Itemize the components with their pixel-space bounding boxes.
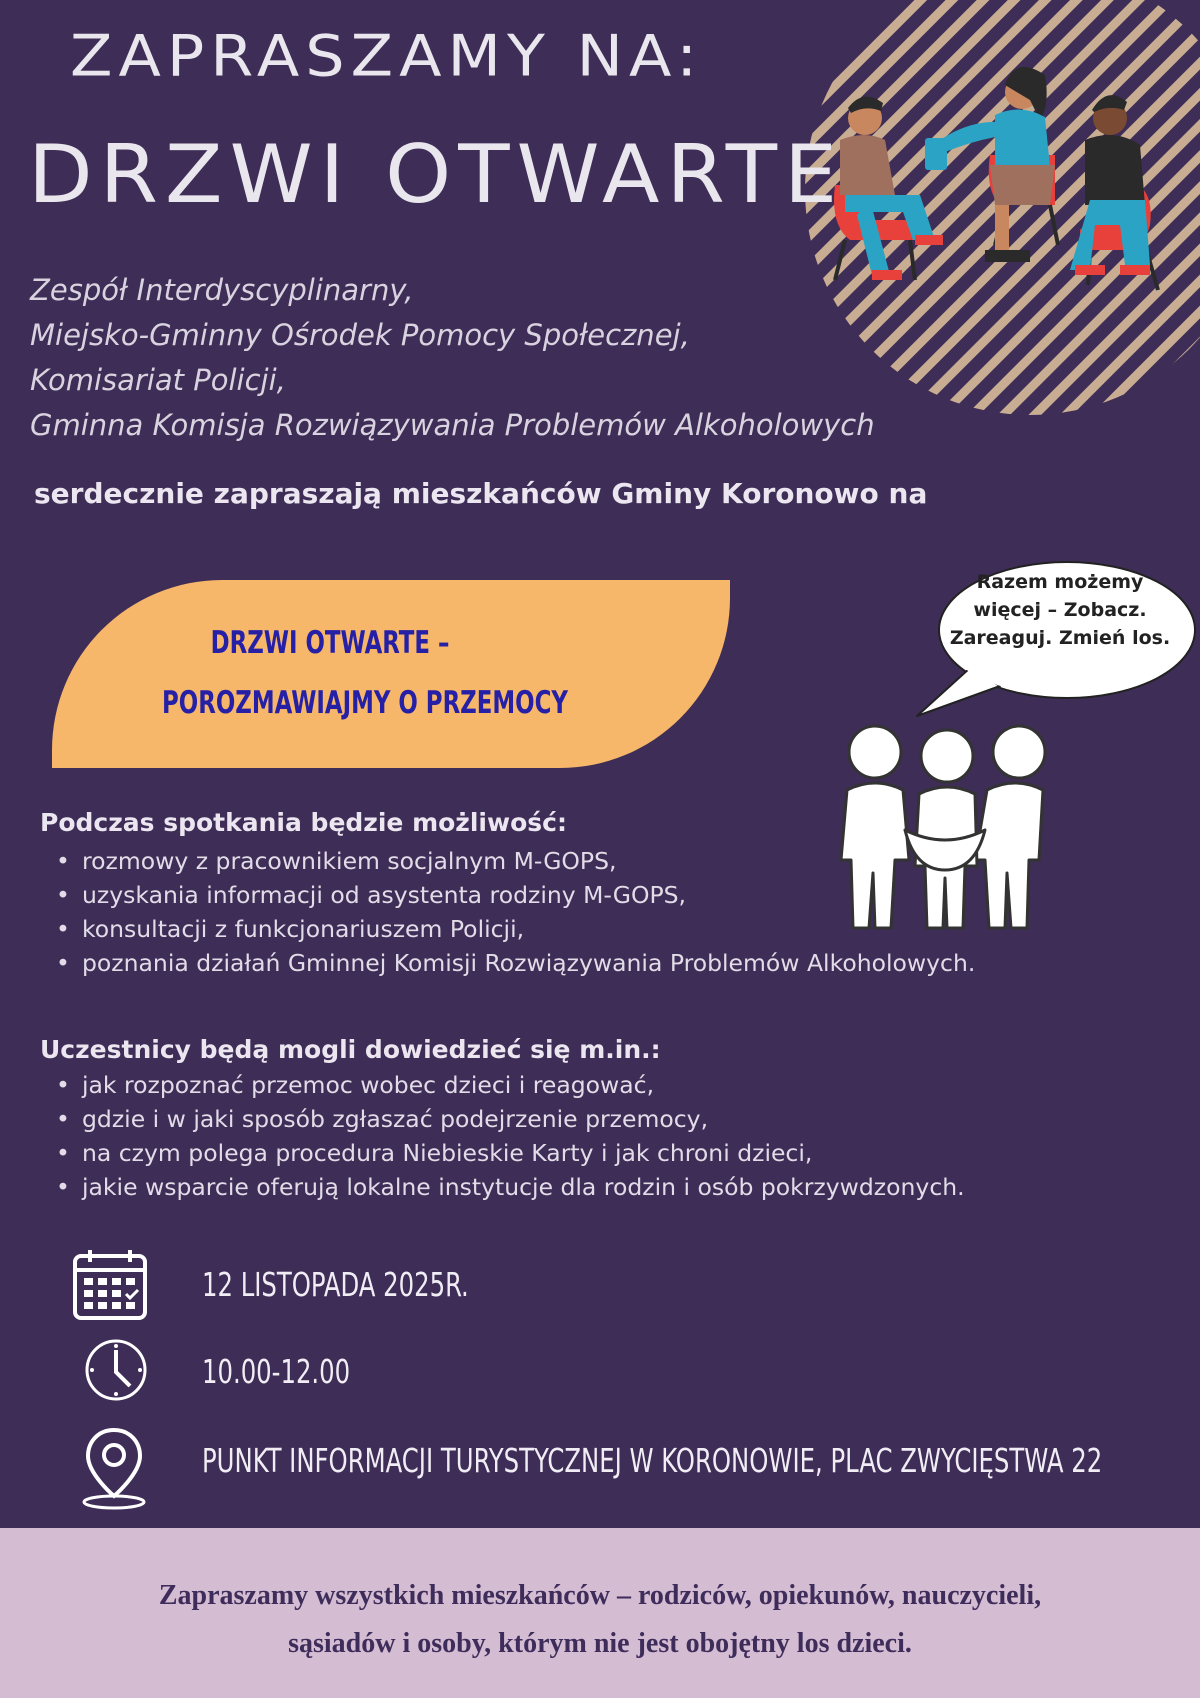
clock-icon — [84, 1338, 148, 1402]
invite-line: serdecznie zapraszają mieszkańców Gminy Koronowo na — [34, 477, 928, 510]
event-banner — [52, 580, 730, 768]
opportunities-list — [38, 844, 975, 980]
speech-bubble-text: Razem możemy więcej – Zobacz. Zareaguj. Zmień los. — [949, 571, 1171, 649]
organizers-list — [30, 268, 875, 448]
event-place: PUNKT INFORMACJI TURYSTYCZNEJ W KORONOWIE, PLAC ZWYCIĘSTWA 22 — [202, 1441, 1103, 1480]
list-item: • poznania działań Gminnej Komisji Rozwiązywania Problemów Alkoholowych. — [38, 946, 975, 980]
organizer-item: Gminna Komisja Rozwiązywania Problemów Alkoholowych — [30, 408, 875, 442]
list-item: • jak rozpoznać przemoc wobec dzieci i reagować, — [38, 1068, 965, 1102]
section-heading-topics: Uczestnicy będą mogli dowiedzieć się m.in.: — [40, 1035, 661, 1064]
event-date: 12 LISTOPADA 2025R. — [202, 1265, 469, 1304]
organizer-item: Miejsko-Gminny Ośrodek Pomocy Społecznej, — [30, 318, 690, 352]
section-heading-opportunities: Podczas spotkania będzie możliwość: — [40, 808, 567, 837]
title-line-2: DRZWI OTWARTE — [28, 128, 845, 222]
organizer-item: Komisariat Policji, — [30, 363, 286, 397]
footer-band — [0, 1528, 1200, 1698]
list-item: • rozmowy z pracownikiem socjalnym M-GOPS, — [38, 844, 975, 878]
list-item: • jakie wsparcie oferują lokalne instytucje dla rodzin i osób pokrzywdzonych. — [38, 1170, 965, 1204]
footer-line-1: Zapraszamy wszystkich mieszkańców – rodziców, opiekunów, nauczycieli, — [158, 1580, 1042, 1611]
topics-list — [38, 1068, 965, 1204]
list-item: • uzyskania informacji od asystenta rodziny M-GOPS, — [38, 878, 975, 912]
list-item: • konsultacji z funkcjonariuszem Policji, — [38, 912, 975, 946]
footer-line-2: sąsiadów i osoby, którym nie jest obojętny los dzieci. — [288, 1628, 912, 1659]
calendar-icon — [72, 1248, 148, 1322]
banner-title-line-2: POROZMAWIAJMY O PRZEMOCY — [162, 685, 568, 721]
list-item: • gdzie i w jaki sposób zgłaszać podejrzenie przemocy, — [38, 1102, 965, 1136]
banner-title-line-1: DRZWI OTWARTE – — [210, 625, 450, 661]
list-item: • na czym polega procedura Niebieskie Karty i jak chroni dzieci, — [38, 1136, 965, 1170]
location-pin-icon — [78, 1426, 150, 1512]
organizer-item: Zespół Interdyscyplinarny, — [30, 273, 414, 307]
event-time: 10.00-12.00 — [202, 1352, 351, 1391]
title-line-1: ZAPRASZAMY NA: — [70, 22, 704, 90]
